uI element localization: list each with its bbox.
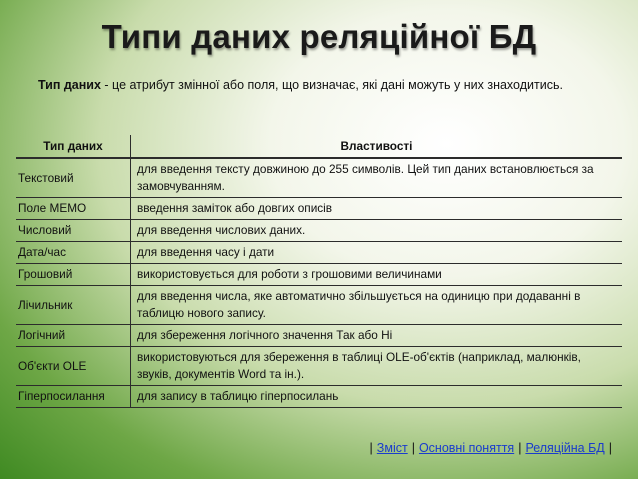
intro-text: - це атрибут змінної або поля, що визначає, які дані можуть у них знаходитись. <box>100 78 563 92</box>
table-row <box>16 347 622 386</box>
cell-type: Лічильник <box>16 286 131 325</box>
link-contents[interactable]: Зміст <box>376 441 408 455</box>
header-type: Тип даних <box>16 135 131 158</box>
cell-desc: для запису в таблицю гіперпосилань <box>131 386 623 408</box>
page-title: Типи даних реляційної БД <box>101 18 537 55</box>
cell-type: Грошовий <box>16 264 131 286</box>
table-row <box>16 242 622 264</box>
header-properties: Властивості <box>131 135 623 158</box>
table-row <box>16 220 622 242</box>
cell-desc: використовуються для збереження в таблиці OLE-об'єктів (наприклад, малюнків, звуків, документів Word та ін.). <box>131 347 623 386</box>
intro-term: Тип даних <box>38 78 101 92</box>
footer-separator: | <box>411 441 415 455</box>
table-row <box>16 325 622 347</box>
table-row <box>16 286 622 325</box>
cell-type: Числовий <box>16 220 131 242</box>
table-row <box>16 386 622 408</box>
footer-separator: | <box>518 441 522 455</box>
intro-paragraph <box>38 75 598 95</box>
cell-desc: для введення часу і дати <box>131 242 623 264</box>
cell-type: Логічний <box>16 325 131 347</box>
table-header-row <box>16 135 622 158</box>
footer-separator: | <box>608 441 612 455</box>
cell-type: Об'єкти OLE <box>16 347 131 386</box>
footer-separator: | <box>369 441 373 455</box>
cell-type: Гіперпосилання <box>16 386 131 408</box>
cell-desc: для введення числових даних. <box>131 220 623 242</box>
footer-nav <box>366 441 616 455</box>
table-row <box>16 158 622 198</box>
table-row <box>16 264 622 286</box>
cell-desc: для введення тексту довжиною до 255 символів. Цей тип даних встановлюється за замовчуванням. <box>131 158 623 198</box>
cell-desc: для введення числа, яке автоматично збільшується на одиницю при додаванні в таблицю нового запису. <box>131 286 623 325</box>
table-row <box>16 198 622 220</box>
link-basic-concepts[interactable]: Основні поняття <box>418 441 515 455</box>
cell-desc: введення заміток або довгих описів <box>131 198 623 220</box>
cell-desc: для збереження логічного значення Так або Ні <box>131 325 623 347</box>
link-relational-db[interactable]: Реляційна БД <box>525 441 605 455</box>
data-types-table <box>16 135 622 408</box>
cell-type: Дата/час <box>16 242 131 264</box>
cell-type: Текстовий <box>16 158 131 198</box>
cell-desc: використовується для роботи з грошовими величинами <box>131 264 623 286</box>
cell-type: Поле MEMO <box>16 198 131 220</box>
